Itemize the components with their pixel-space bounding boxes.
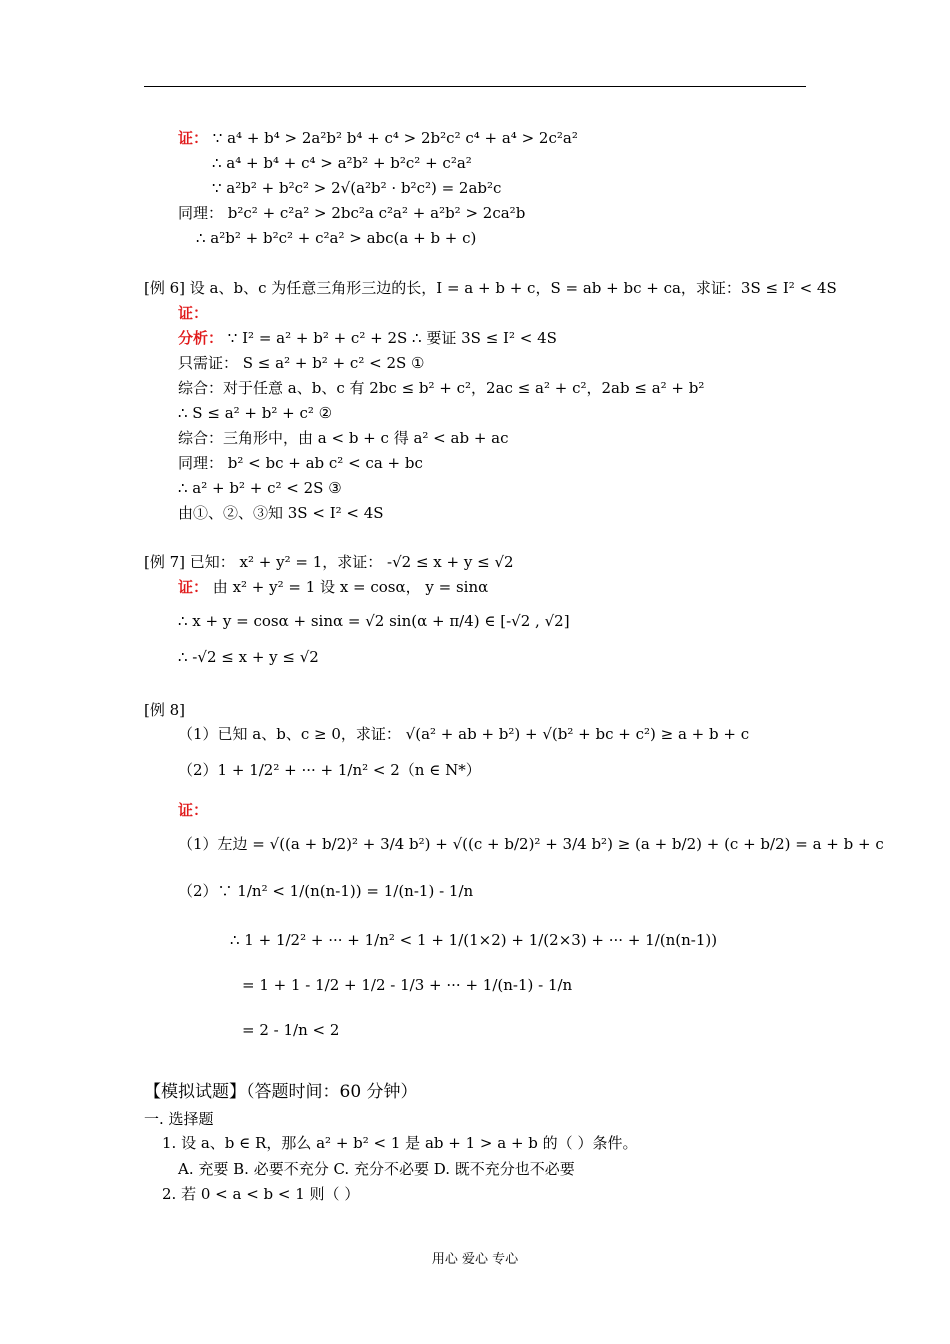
- example-8-part2: [178, 760, 481, 780]
- example-8-part1: [178, 724, 749, 744]
- example-7-statement: [144, 552, 514, 572]
- proof-line-4: [178, 203, 525, 223]
- example-8-line: [230, 930, 717, 950]
- question-2: [162, 1184, 359, 1204]
- proof-text: ∵ a⁴ + b⁴ > 2a²b² b⁴ + c⁴ > 2b²c² c⁴ + a⁴ > 2c²a²: [212, 129, 578, 147]
- example-6-line: [178, 453, 423, 473]
- text: 综合：三角形中，由 a < b + c 得 a² < ab + ac: [178, 429, 509, 447]
- example-6-line: [178, 403, 332, 423]
- proof-label: 证：: [178, 129, 209, 147]
- example-7-line: [178, 647, 319, 667]
- analysis-label: 分析：: [178, 329, 224, 347]
- text: ∴ x + y = cosα + sinα = √2 sin(α + π/4) ∈ [-√2 , √2]: [178, 612, 570, 630]
- proof-text: ∴ a²b² + b²c² + c²a² > abc(a + b + c): [196, 229, 477, 247]
- example-6-line: [178, 503, 384, 523]
- proof-line-2: [212, 153, 472, 173]
- example-text: [例 6] 设 a、b、c 为任意三角形三边的长，I = a + b + c，S = ab + bc + ca，求证：3S ≤ I² < 4S: [144, 279, 837, 297]
- example-8-line: [178, 881, 473, 901]
- example-7-proof: [178, 577, 488, 597]
- text: = 1 + 1 - 1/2 + 1/2 - 1/3 + ··· + 1/(n-1) - 1/n: [242, 976, 573, 994]
- question-1: [162, 1133, 637, 1153]
- example-8-line: [242, 1020, 339, 1040]
- example-7-line: [178, 611, 570, 631]
- text: 同理： b² < bc + ab c² < ca + bc: [178, 454, 423, 472]
- example-8-heading: [144, 700, 185, 720]
- text: 综合：对于任意 a、b、c 有 2bc ≤ b² + c²，2ac ≤ a² + c²，2ab ≤ a² + b²: [178, 379, 705, 397]
- example-6-line: [178, 428, 509, 448]
- example-6-proof-label: [178, 303, 208, 323]
- page-footer: 用心 爱心 专心: [431, 1252, 519, 1267]
- example-6-line: [178, 378, 704, 398]
- text: （1）已知 a、b、c ≥ 0，求证： √(a² + ab + b²) + √(b² + bc + c²) ≥ a + b + c: [178, 725, 750, 743]
- proof-text: ∴ a⁴ + b⁴ + c⁴ > a²b² + b²c² + c²a²: [212, 154, 472, 172]
- text: A. 充要 B. 必要不充分 C. 充分不必要 D. 既不充分也不必要: [178, 1160, 575, 1178]
- proof-label: 证：: [178, 801, 209, 819]
- example-text: [例 7] 已知： x² + y² = 1，求证： -√2 ≤ x + y ≤ √2: [144, 553, 514, 571]
- text: = 2 - 1/n < 2: [242, 1021, 340, 1039]
- proof-label: 证：: [178, 578, 209, 596]
- example-text: [例 8]: [144, 701, 186, 719]
- proof-line-5: [196, 228, 476, 248]
- text: （2）1 + 1/2² + ··· + 1/n² < 2（n ∈ N*）: [178, 761, 481, 779]
- proof-line-1: [178, 128, 578, 148]
- text: 【模拟试题】（答题时间：60 分钟）: [144, 1082, 418, 1102]
- example-8-line: [242, 975, 572, 995]
- text: 只需证： S ≤ a² + b² + c² < 2S ①: [178, 354, 425, 372]
- analysis-text: ∵ I² = a² + b² + c² + 2S ∴ 要证 3S ≤ I² < 4S: [227, 329, 557, 347]
- example-6-line: [178, 353, 424, 373]
- proof-label: 证：: [178, 304, 209, 322]
- text: 由①、②、③知 3S < I² < 4S: [178, 504, 384, 522]
- header-rule: [144, 86, 806, 87]
- text: （2）∵ 1/n² < 1/(n(n-1)) = 1/(n-1) - 1/n: [178, 882, 474, 900]
- text: ∴ 1 + 1/2² + ··· + 1/n² < 1 + 1/(1×2) + 1/(2×3) + ··· + 1/(n(n-1)): [230, 931, 718, 949]
- proof-text: ∵ a²b² + b²c² > 2√(a²b² · b²c²) = 2ab²c: [212, 179, 502, 197]
- text: （1）左边 = √((a + b/2)² + 3/4 b²) + √((c + b/2)² + 3/4 b²) ≥ (a + b/2) + (c + b/2) = a + b + c: [178, 835, 884, 853]
- text: 1. 设 a、b ∈ R，那么 a² + b² < 1 是 ab + 1 > a + b 的（ ）条件。: [162, 1134, 638, 1152]
- text: ∴ S ≤ a² + b² + c² ②: [178, 404, 333, 422]
- text: ∴ a² + b² + c² < 2S ③: [178, 479, 342, 497]
- proof-text: 由 x² + y² = 1 设 x = cosα， y = sinα: [212, 578, 489, 596]
- section-heading: [144, 1082, 418, 1102]
- example-6-statement: [144, 278, 837, 298]
- question-1-options: [178, 1159, 575, 1179]
- example-6-line: [178, 478, 342, 498]
- text: 2. 若 0 < a < b < 1 则（ ）: [162, 1185, 360, 1203]
- example-8-proof-label: [178, 800, 208, 820]
- example-8-line: [178, 834, 884, 854]
- proof-line-3: [212, 178, 501, 198]
- section-subheading: [144, 1109, 214, 1129]
- proof-text: 同理： b²c² + c²a² > 2bc²a c²a² + a²b² > 2ca²b: [178, 204, 526, 222]
- example-6-analysis: [178, 328, 557, 348]
- text: 一. 选择题: [144, 1110, 214, 1128]
- text: ∴ -√2 ≤ x + y ≤ √2: [178, 648, 319, 666]
